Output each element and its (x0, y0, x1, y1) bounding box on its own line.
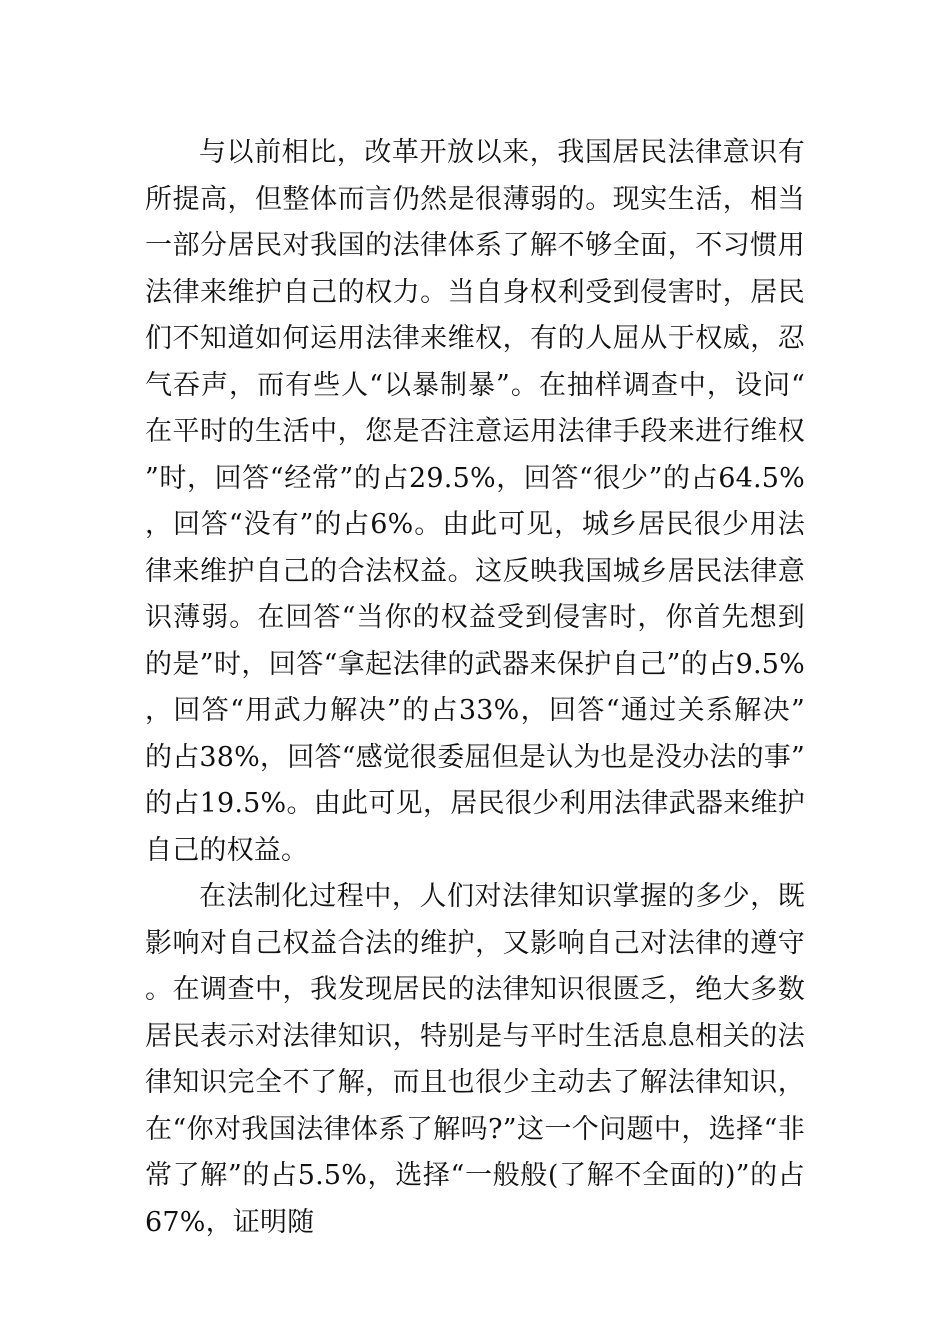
paragraph-legal-knowledge: 在法制化过程中，人们对法律知识掌握的多少，既影响对自己权益合法的维护，又影响自己对法律的遵守。在调查中，我发现居民的法律知识很匮乏，绝大多数居民表示对法律知识，特别是与平时生活息息相关的法律知识完全不了解，而且也很少主动去了解法律知识，在“你对我国法律体系了解吗?”这一个问题中，选择“非常了解”的占5.5%，选择“一般般(了解不全面的)”的占67%，证明随 (145, 881, 805, 1238)
document-page (145, 130, 805, 1246)
paragraph-legal-awareness: 与以前相比，改革开放以来，我国居民法律意识有所提高，但整体而言仍然是很薄弱的。现实生活，相当一部分居民对我国的法律体系了解不够全面，不习惯用法律来维护自己的权力。当自身权利受到侵害时，居民们不知道如何运用法律来维权，有的人屈从于权威，忍气吞声，而有些人“以暴制暴”。在抽样调查中，设问“在平时的生活中，您是否注意运用法律手段来进行维权”时，回答“经常”的占29.5%，回答“很少”的占64.5%，回答“没有”的占6%。由此可见，城乡居民很少用法律来维护自己的合法权益。这反映我国城乡居民法律意识薄弱。在回答“当你的权益受到侵害时，你首先想到的是”时，回答“拿起法律的武器来保护自己”的占9.5%，回答“用武力解决”的占33%，回答“通过关系解决”的占38%，回答“感觉很委屈但是认为也是没办法的事”的占19.5%。由此可见，居民很少利用法律武器来维护自己的权益。 (145, 137, 805, 866)
